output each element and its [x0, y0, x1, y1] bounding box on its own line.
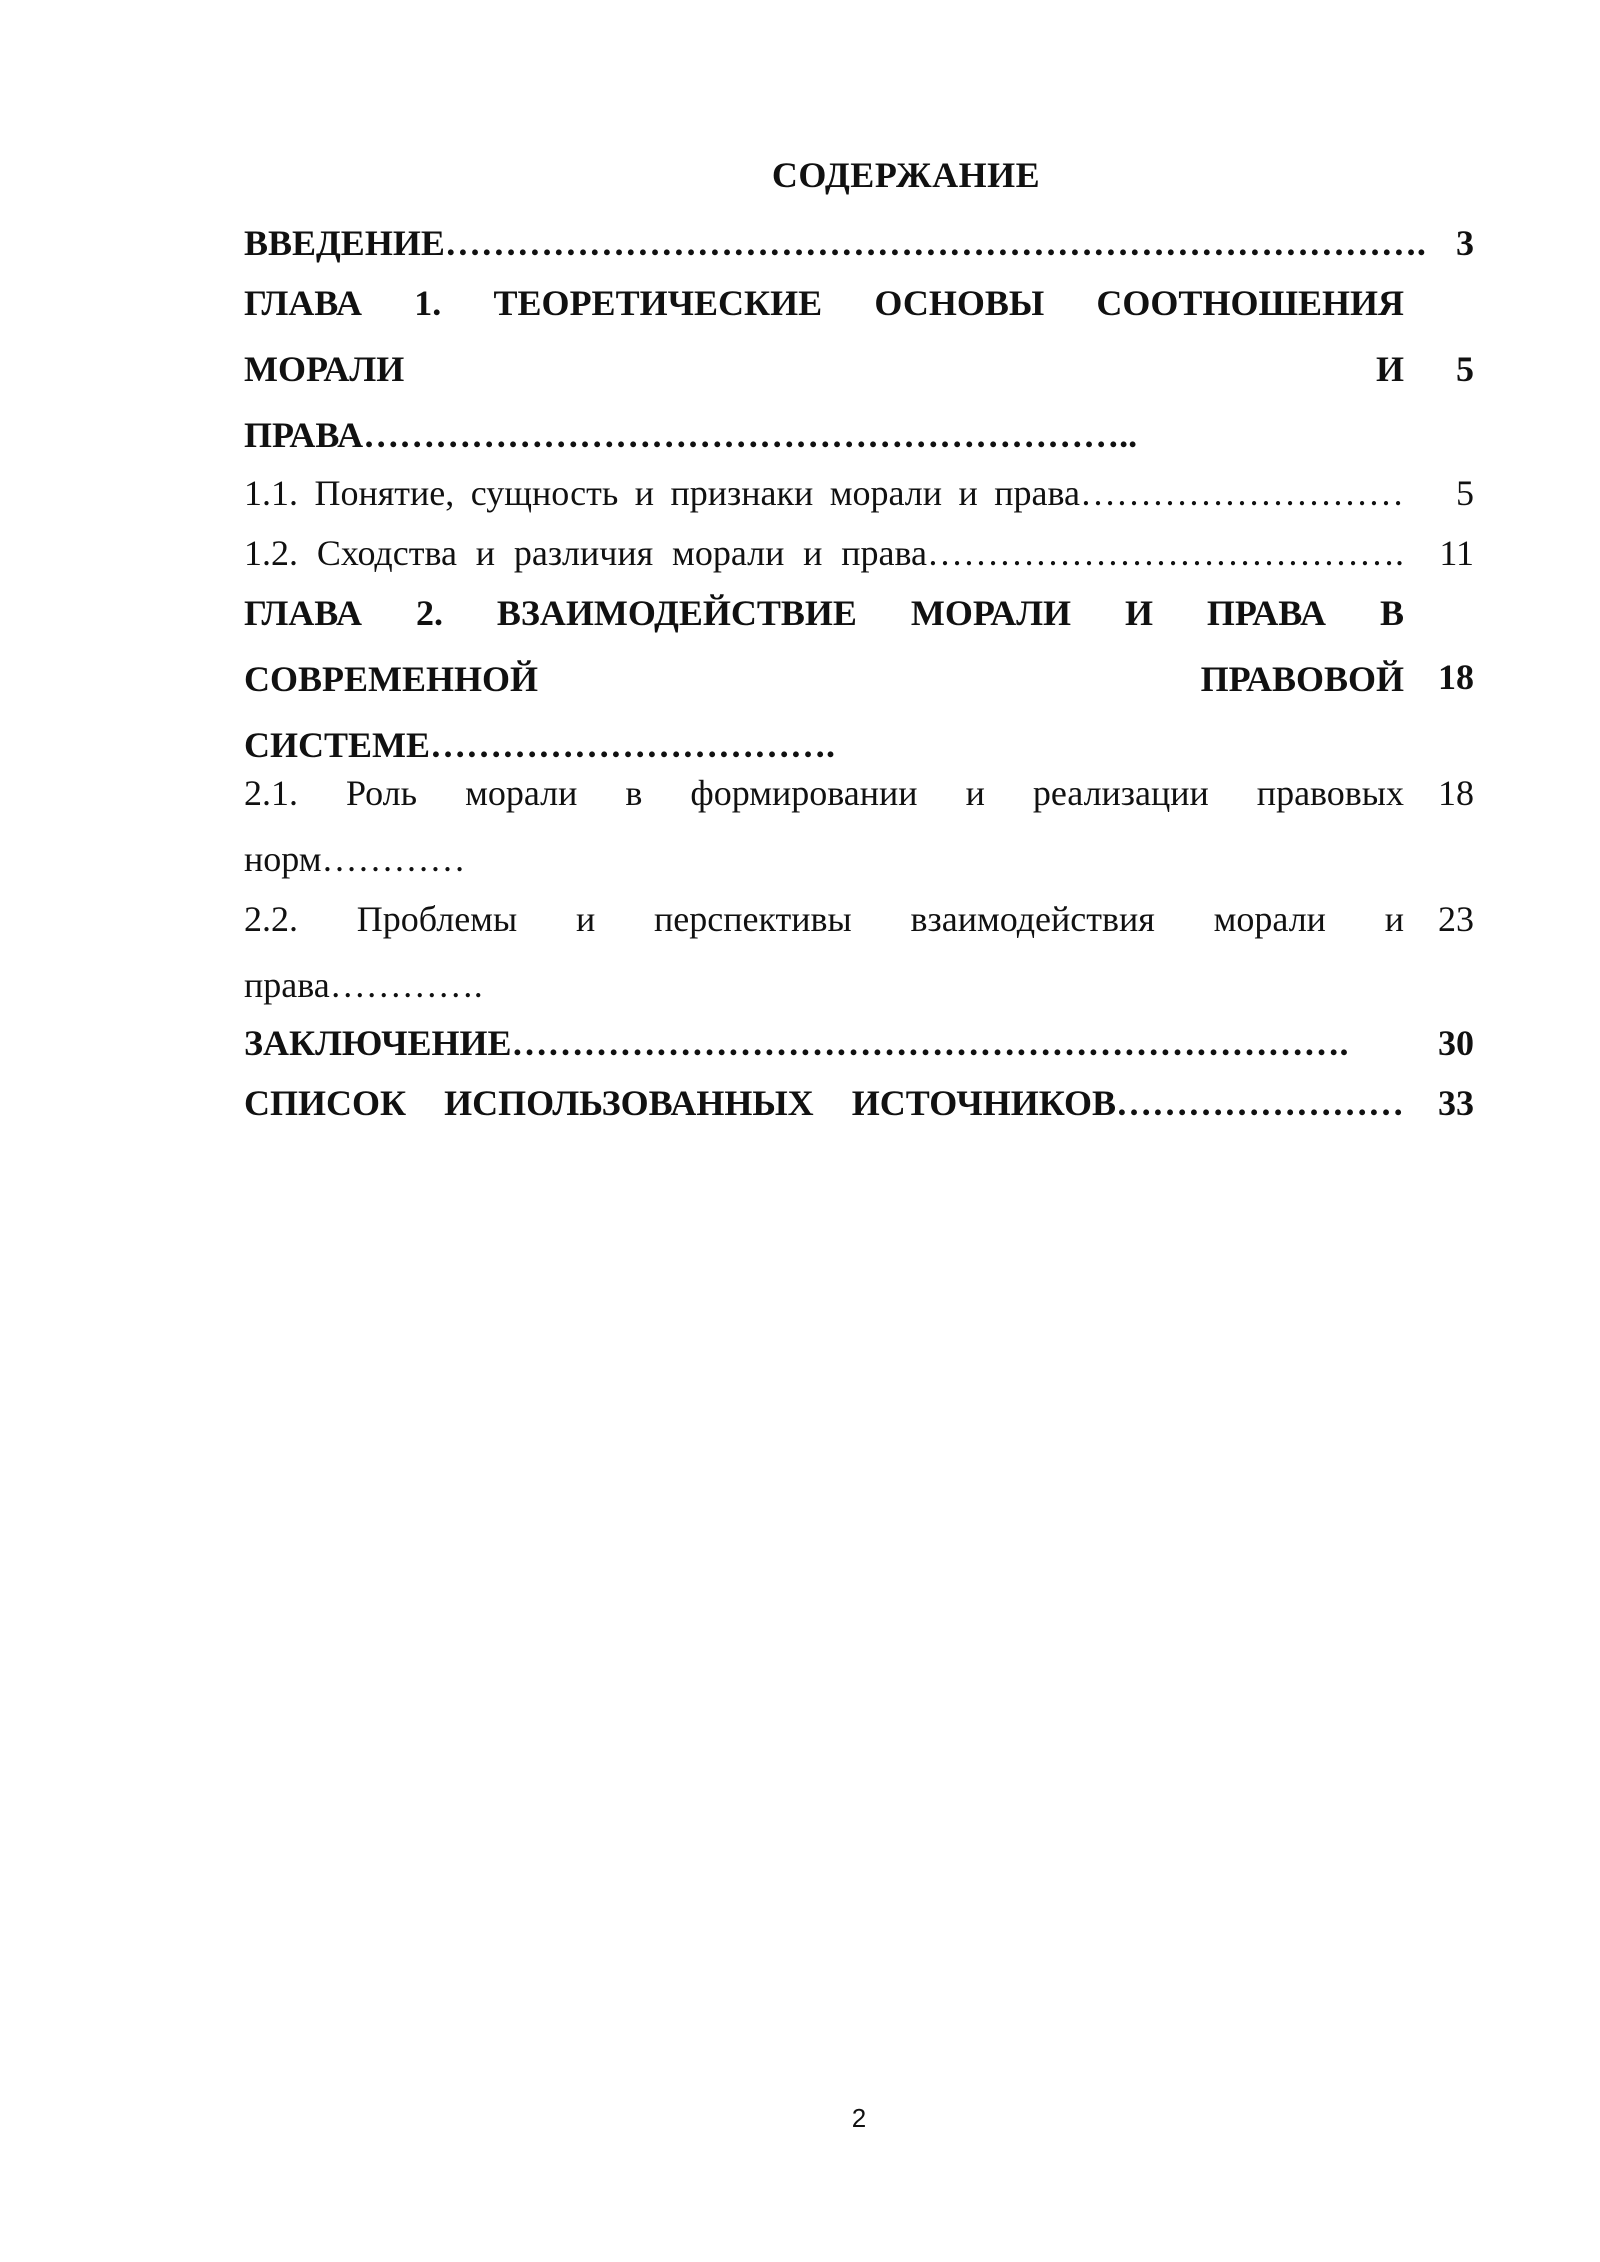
toc-entry-page: 23 — [1438, 899, 1474, 939]
toc-entry-text-line: ГЛАВА 2. ВЗАИМОДЕЙСТВИЕ МОРАЛИ И ПРАВА В — [244, 593, 1404, 633]
toc-entry-section-1-1[interactable] — [244, 460, 1474, 520]
toc-entry-section-2-1[interactable] — [244, 760, 1474, 886]
toc-entry-references[interactable] — [244, 1070, 1474, 1130]
toc-entry-text: ВВЕДЕНИЕ………………………………………………………………………. — [244, 223, 1426, 263]
toc-entry-text-line: 2.2. Проблемы и перспективы взаимодействия морали и — [244, 899, 1404, 939]
toc-entry-page: 30 — [1438, 1023, 1474, 1063]
toc-entry-section-2-2[interactable] — [244, 886, 1474, 1010]
toc-entry-text: ЗАКЛЮЧЕНИЕ……………………………………………………………. — [244, 1023, 1349, 1063]
toc-entry-page: 5 — [1456, 473, 1474, 513]
toc-entry-introduction[interactable] — [244, 210, 1474, 270]
toc-entry-text: СПИСОК ИСПОЛЬЗОВАННЫХ ИСТОЧНИКОВ…………………… — [244, 1083, 1404, 1123]
toc-entry-page: 11 — [1439, 533, 1474, 573]
toc-entry-text-line: СИСТЕМЕ……………………………. — [244, 725, 836, 765]
toc-entry-page: 5 — [1456, 349, 1474, 389]
toc-entry-chapter-2[interactable] — [244, 580, 1474, 765]
toc-entry-page: 33 — [1438, 1083, 1474, 1123]
toc-entry-page: 18 — [1438, 657, 1474, 697]
toc-entry-text-line: МОРАЛИ И — [244, 349, 1404, 389]
toc-entry-section-1-2[interactable] — [244, 520, 1474, 580]
toc-entry-page: 3 — [1456, 223, 1474, 263]
toc-entry-text-line: права…………. — [244, 965, 483, 1005]
toc-entry-text: 1.2. Сходства и различия морали и права…………………………………. — [244, 533, 1404, 573]
toc-entry-conclusion[interactable] — [244, 1010, 1474, 1070]
table-of-contents — [244, 210, 1474, 1130]
toc-entry-chapter-1[interactable] — [244, 270, 1474, 460]
toc-entry-text-line: ГЛАВА 1. ТЕОРЕТИЧЕСКИЕ ОСНОВЫ СООТНОШЕНИЯ — [244, 283, 1404, 323]
toc-entry-text-line: 2.1. Роль морали в формировании и реализации правовых — [244, 773, 1404, 813]
toc-title: СОДЕРЖАНИЕ — [771, 155, 1041, 195]
toc-entry-text-line: ПРАВА……………………………………………………….. — [244, 415, 1138, 455]
toc-entry-text-line: СОВРЕМЕННОЙ ПРАВОВОЙ — [244, 659, 1404, 699]
page-number: 2 — [851, 2103, 867, 2133]
toc-entry-text-line: норм………… — [244, 839, 466, 879]
toc-entry-page: 18 — [1438, 773, 1474, 813]
toc-entry-text: 1.1. Понятие, сущность и признаки морали и права……………………… — [244, 473, 1404, 513]
